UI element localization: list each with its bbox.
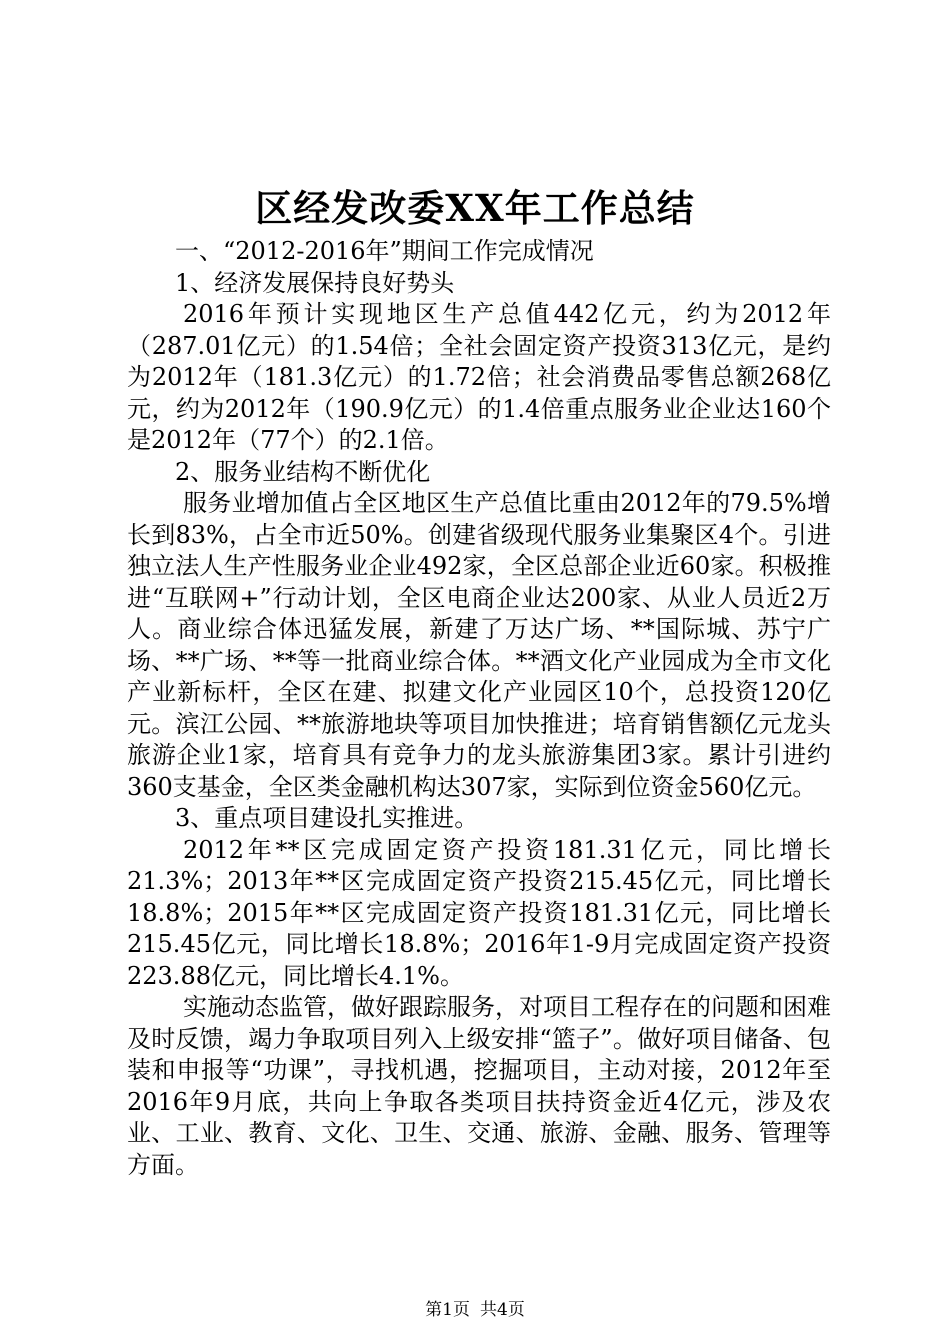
paragraph: 服务业增加值占全区地区生产总值比重由2012年的79.5%增长到83%，占全市近50%。创建省级现代服务业集聚区4个。引进独立法人生产性服务业企业492家，全区总部企业近60家。积极推进“互联网+”行动计划，全区电商企业达200家、从业人员近2万人。商业综合体迅猛发展，新建了万达广场、**国际城、苏宁广场、**广场、**等一批商业综合体。**酒文化产业园成为全市文化产业新标杆，全区在建、拟建文化产业园区10个，总投资120亿元。滨江公园、**旅游地块等项目加快推进；培育销售额亿元龙头旅游企业1家，培育具有竞争力的龙头旅游集团3家。累计引进约360支基金，全区类金融机构达307家，实际到位资金560亿元。 xyxy=(127,489,831,801)
item-heading: 2、服务业结构不断优化 xyxy=(175,457,431,486)
section-heading: 一、“2012-2016年”期间工作完成情况 xyxy=(175,237,594,265)
paragraph: 实施动态监管，做好跟踪服务，对项目工程存在的问题和困难及时反馈，竭力争取项目列入上级安排“篮子”。做好项目储备、包装和申报等“功课”，寻找机遇，挖掘项目，主动对接，2012年至2016年9月底，共向上争取各类项目扶持资金近4亿元，涉及农业、工业、教育、文化、卫生、交通、旅游、金融、服务、管理等方面。 xyxy=(127,993,831,1179)
page-total: 共4页 xyxy=(480,1300,525,1320)
item-heading: 1、经济发展保持良好势头 xyxy=(175,268,455,297)
page-number: 第1页 xyxy=(425,1300,470,1320)
item-heading: 3、重点项目建设扎实推进。 xyxy=(175,804,479,832)
paragraph: 2016年预计实现地区生产总值442亿元，约为2012年（287.01亿元）的1.54倍；全社会固定资产投资313亿元，是约为2012年（181.3亿元）的1.72倍；社会消费品零售总额268亿元，约为2012年（190.9亿元）的1.4倍重点服务业企业达160个是2012年（77个）的2.1倍。 xyxy=(127,300,831,454)
document-body xyxy=(127,236,831,1181)
page-footer xyxy=(0,1298,950,1322)
document-title: 区经发改委XX年工作总结 xyxy=(255,186,695,230)
paragraph: 2012年**区完成固定资产投资181.31亿元，同比增长21.3%；2013年**区完成固定资产投资215.45亿元，同比增长18.8%；2015年**区完成固定资产投资181.31亿元，同比增长215.45亿元，同比增长18.8%；2016年1-9月完成固定资产投资223.88亿元，同比增长4.1%。 xyxy=(127,835,831,990)
